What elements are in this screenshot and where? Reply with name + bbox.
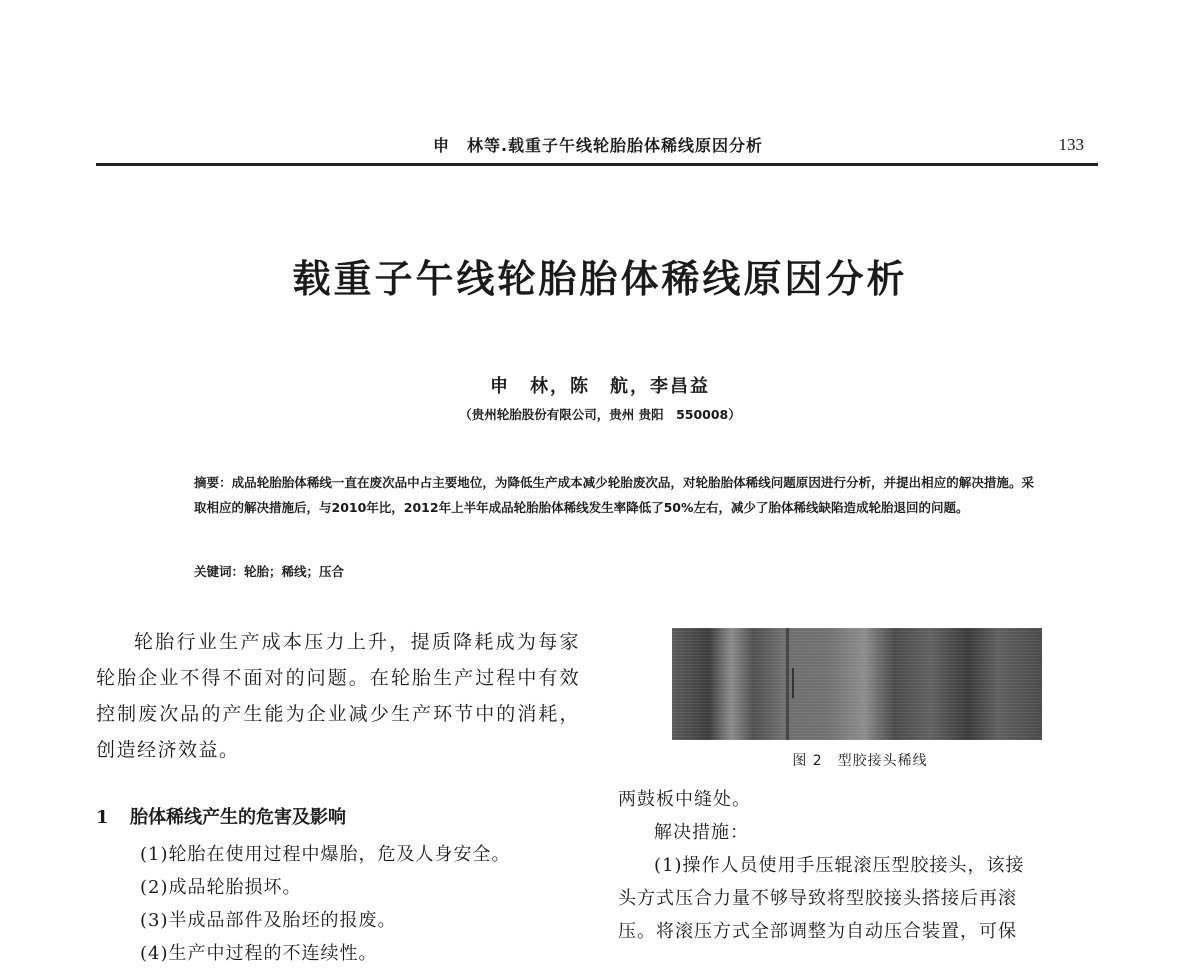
abstract xyxy=(166,470,1034,520)
figure-2-photo xyxy=(672,628,1042,740)
text-line: 解决措施： xyxy=(654,822,749,843)
text-line: 头方式压合力量不够导致将型胶接头搭接后再滚 xyxy=(618,888,1017,909)
authors: 申 林，陈 航，李昌益 xyxy=(490,376,710,397)
section-heading xyxy=(96,803,346,829)
affiliation: （贵州轮胎股份有限公司，贵州 贵阳 550008） xyxy=(459,407,741,422)
left-column xyxy=(96,624,580,768)
running-title: 申 林等.载重子午线轮胎胎体稀线原因分析 xyxy=(432,136,764,155)
section-number: 1 xyxy=(96,807,109,828)
consequence-list xyxy=(140,838,511,970)
page-number: 133 xyxy=(1058,135,1084,154)
list-item: (1)轮胎在使用过程中爆胎，危及人身安全。 xyxy=(140,844,511,865)
text-line: 压。将滚压方式全部调整为自动压合装置，可保 xyxy=(618,921,1017,942)
list-item: (2)成品轮胎损坏。 xyxy=(140,877,302,898)
keywords: 关键词：轮胎；稀线；压合 xyxy=(194,564,345,579)
figure-caption: 图 2 型胶接头稀线 xyxy=(792,753,928,769)
abstract-text: 摘要：成品轮胎胎体稀线一直在废次品中占主要地位，为降低生产成本减少轮胎废次品，对轮胎胎体稀线问题原因进行分析，并提出相应的解决措施。采取相应的解决措施后，与2010年比，2012年上半年成品轮胎胎体稀线发生率降低了50%左右，减少了胎体稀线缺陷造成轮胎退回的问题。 xyxy=(194,475,1034,515)
text-line: (1)操作人员使用手压辊滚压型胶接头，该接 xyxy=(654,855,1025,876)
splice-photo-image xyxy=(672,628,1042,740)
article-title: 载重子午线轮胎胎体稀线原因分析 xyxy=(292,257,908,301)
header-rule xyxy=(96,163,1098,166)
right-column xyxy=(618,783,1102,948)
list-item: (3)半成品部件及胎坯的报废。 xyxy=(140,910,397,931)
list-item: (4)生产中过程的不连续性。 xyxy=(140,943,378,964)
section-title: 胎体稀线产生的危害及影响 xyxy=(130,807,346,828)
intro-paragraph: 轮胎行业生产成本压力上升，提质降耗成为每家轮胎企业不得不面对的问题。在轮胎生产过程中有效控制废次品的产生能为企业减少生产环节中的消耗，创造经济效益。 xyxy=(96,631,580,761)
text-line: 两鼓板中缝处。 xyxy=(618,789,751,810)
running-header xyxy=(98,133,1098,161)
